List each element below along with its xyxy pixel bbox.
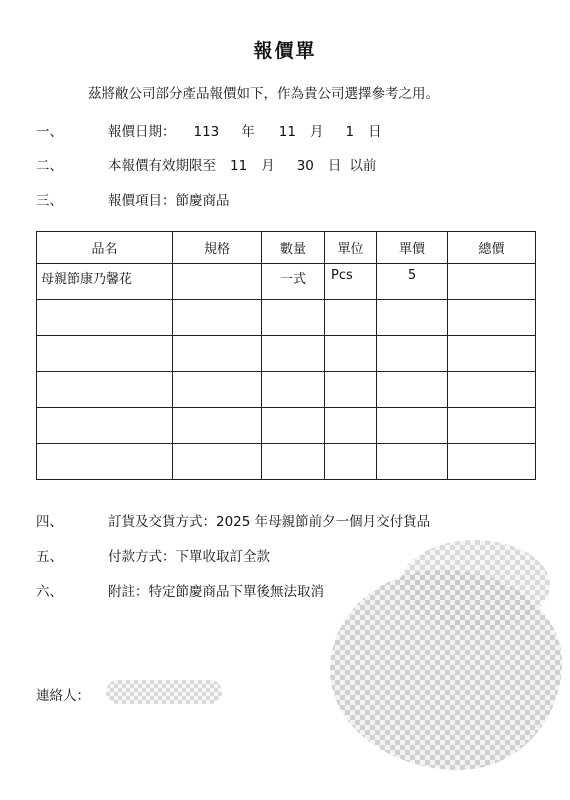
- table-header-row: [37, 232, 536, 264]
- redacted-stamp-area: [330, 570, 562, 770]
- redacted-contact-name: [106, 680, 222, 704]
- item-number: 四、: [36, 514, 63, 530]
- quote-items-text: 報價項目：節慶商品: [108, 193, 230, 209]
- table-row: [37, 408, 536, 444]
- cell-qty: 一式: [262, 264, 325, 300]
- validity-label: 本報價有效期限至: [108, 158, 216, 174]
- item-number: 二、: [36, 158, 63, 174]
- cell-qty: [262, 336, 325, 372]
- item-number: 三、: [36, 193, 63, 209]
- payment-text: 付款方式：下單收取訂全款: [108, 549, 270, 565]
- cell-spec: [173, 444, 262, 480]
- validity-day: 30: [296, 158, 314, 174]
- cell-unit-price: [377, 372, 448, 408]
- cell-name: [37, 372, 173, 408]
- cell-unit: [325, 444, 377, 480]
- col-header-unit-price: 單價: [377, 232, 448, 264]
- day-unit: 日: [368, 124, 382, 140]
- contact-label: 連絡人：: [36, 688, 90, 704]
- month-unit: 月: [261, 158, 275, 174]
- col-header-unit: 單位: [325, 232, 377, 264]
- cell-unit-price: [377, 300, 448, 336]
- quote-day: 1: [345, 124, 355, 140]
- cell-total: [448, 300, 536, 336]
- cell-qty: [262, 408, 325, 444]
- cell-name: [37, 444, 173, 480]
- year-unit: 年: [241, 124, 255, 140]
- cell-total: [448, 408, 536, 444]
- cell-spec: [173, 300, 262, 336]
- validity-suffix: 以前: [349, 158, 377, 174]
- month-unit: 月: [309, 124, 324, 140]
- table-row: [37, 444, 536, 480]
- ordering-line: [36, 510, 430, 530]
- cell-name: [37, 336, 173, 372]
- day-unit: 日: [327, 158, 342, 174]
- quote-table: [36, 231, 536, 480]
- cell-spec: [173, 336, 262, 372]
- cell-total: [448, 336, 536, 372]
- notes-line: [36, 580, 324, 600]
- validity-line: [36, 154, 376, 174]
- quote-items-line: [36, 189, 230, 209]
- quote-date-label: 報價日期：: [108, 124, 176, 140]
- table-row: [37, 336, 536, 372]
- intro-text: 茲將敝公司部分產品報價如下，作為貴公司選擇參考之用。: [88, 86, 439, 102]
- cell-unit: [325, 372, 377, 408]
- cell-qty: [262, 444, 325, 480]
- table-row: [37, 264, 536, 300]
- quote-month: 11: [278, 124, 296, 140]
- document-title: 報價單: [253, 40, 317, 62]
- cell-spec: [173, 408, 262, 444]
- cell-name: [37, 300, 173, 336]
- quote-year: 113: [193, 124, 220, 140]
- cell-unit-price: 5: [377, 264, 448, 300]
- cell-unit-price: [377, 336, 448, 372]
- cell-unit: Pcs: [325, 264, 377, 300]
- cell-name: [37, 408, 173, 444]
- cell-qty: [262, 300, 325, 336]
- cell-total: [448, 372, 536, 408]
- cell-spec: [173, 264, 262, 300]
- quote-date-line: [36, 120, 382, 140]
- cell-unit: [325, 336, 377, 372]
- table-row: [37, 372, 536, 408]
- col-header-total: 總價: [448, 232, 536, 264]
- cell-total: [448, 444, 536, 480]
- cell-name: 母親節康乃馨花: [37, 264, 173, 300]
- cell-unit: [325, 408, 377, 444]
- cell-qty: [262, 372, 325, 408]
- col-header-spec: 規格: [173, 232, 262, 264]
- notes-text: 附註：特定節慶商品下單後無法取消: [108, 584, 324, 600]
- cell-unit: [325, 300, 377, 336]
- payment-line: [36, 545, 270, 565]
- col-header-qty: 數量: [262, 232, 325, 264]
- cell-total: [448, 264, 536, 300]
- cell-spec: [173, 372, 262, 408]
- ordering-text: 訂貨及交貨方式：2025 年母親節前夕一個月交付貨品: [108, 514, 431, 530]
- validity-month: 11: [230, 158, 248, 174]
- col-header-name: 品名: [37, 232, 173, 264]
- table-row: [37, 300, 536, 336]
- cell-unit-price: [377, 444, 448, 480]
- item-number: 六、: [36, 584, 63, 600]
- item-number: 五、: [36, 549, 63, 565]
- item-number: 一、: [36, 124, 63, 140]
- cell-unit-price: [377, 408, 448, 444]
